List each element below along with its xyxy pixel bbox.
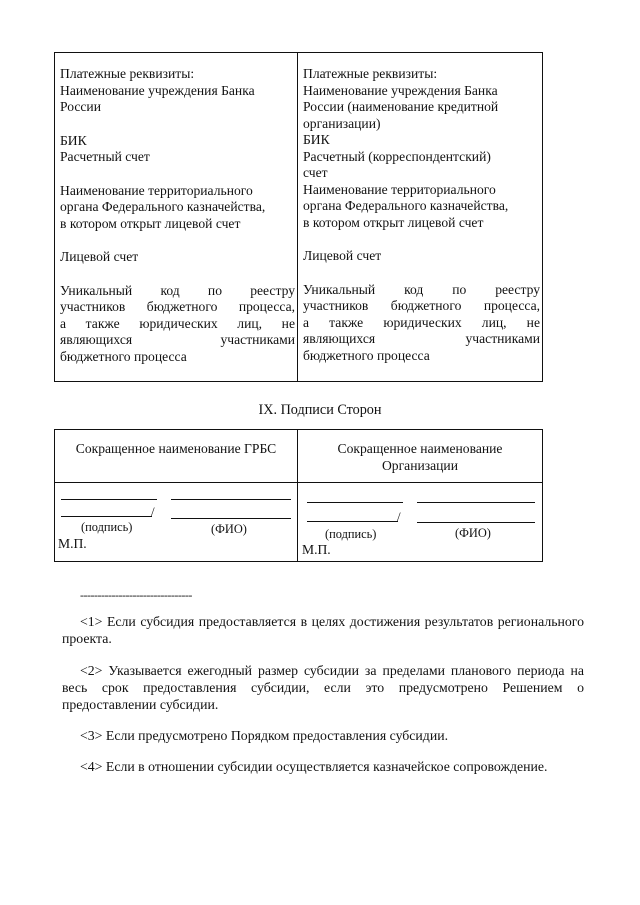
requisites-left-column	[60, 66, 295, 365]
slash-separator: /	[397, 509, 401, 524]
footnote-separator: --------------------------------	[80, 588, 192, 602]
unique-code-line: Уникальный код по реестру	[303, 281, 540, 297]
bik-label: БИК	[60, 132, 87, 148]
treasury-line: в котором открыт лицевой счет	[60, 215, 241, 231]
unique-code-line: Уникальный код по реестру	[60, 282, 295, 298]
seal-label: М.П.	[302, 542, 331, 557]
treasury-line: органа Федерального казначейства,	[60, 199, 266, 214]
fio-line	[171, 518, 291, 519]
unique-code-line: а также юридических лиц, не	[60, 315, 295, 331]
signature-label: (подпись)	[81, 520, 133, 534]
unique-code-line: участников бюджетного процесса,	[303, 298, 540, 313]
requisites-table	[54, 52, 543, 382]
account-label: Расчетный (корреспондентский)	[303, 148, 491, 164]
footnote-text: <2> Указывается ежегодный размер субсидии за пределами планового периода на весь срок предоставления субсидии, если это предусмотрено Решением о предоставлении субсидии.	[62, 663, 584, 712]
fio-line	[417, 522, 535, 523]
bank-name-line: России	[60, 99, 101, 114]
account-label: счет	[303, 165, 328, 180]
footnote-4	[62, 758, 584, 775]
signature-line	[307, 521, 398, 522]
treasury-line: в котором открыт лицевой счет	[303, 214, 484, 230]
personal-account-label: Лицевой счет	[60, 249, 139, 264]
signature-line	[61, 499, 157, 500]
section-title: IX. Подписи Сторон	[258, 402, 382, 418]
footnote-text: <3> Если предусмотрено Порядком предоставления субсидии.	[80, 728, 449, 743]
grbs-header: Сокращенное наименование ГРБС	[75, 441, 277, 456]
fio-label: (ФИО)	[211, 522, 247, 536]
fio-line	[417, 502, 535, 503]
signature-label: (подпись)	[325, 527, 377, 541]
bank-name-line: Наименование учреждения Банка	[303, 82, 498, 98]
account-label: Расчетный счет	[60, 149, 150, 164]
unique-code-line: являющихся участниками	[60, 332, 295, 347]
bank-name-line: организации)	[303, 115, 381, 131]
personal-account-label: Лицевой счет	[303, 248, 382, 263]
organization-header	[298, 440, 542, 474]
unique-code-line: бюджетного процесса	[60, 348, 187, 364]
fio-label: (ФИО)	[455, 526, 491, 540]
unique-code-line: участников бюджетного процесса,	[60, 299, 295, 314]
treasury-line: Наименование территориального	[60, 182, 253, 198]
unique-code-line: бюджетного процесса	[303, 347, 430, 363]
requisites-column-divider	[297, 53, 298, 381]
requisites-right-column	[303, 66, 540, 364]
footnote-text: <4> Если в отношении субсидии осуществляется казначейское сопровождение.	[80, 759, 548, 774]
unique-code-line: а также юридических лиц, не	[303, 314, 540, 330]
footnote-text: <1> Если субсидия предоставляется в целях достижения результатов регионального проекта.	[62, 614, 584, 646]
seal-label: М.П.	[58, 536, 87, 551]
signature-line	[61, 516, 152, 517]
payment-header: Платежные реквизиты:	[60, 66, 195, 81]
footnote-3	[62, 727, 584, 744]
treasury-line: органа Федерального казначейства,	[303, 198, 509, 213]
organization-header-line: Организации	[381, 458, 458, 473]
bik-label: БИК	[303, 132, 330, 147]
fio-line	[171, 499, 291, 500]
bank-name-line: Наименование учреждения Банка	[60, 82, 255, 98]
footnote-1	[62, 613, 584, 647]
footnote-2	[62, 662, 584, 713]
organization-header-line: Сокращенное наименование	[337, 441, 503, 456]
treasury-line: Наименование территориального	[303, 181, 496, 197]
slash-separator: /	[151, 504, 155, 519]
signature-line	[307, 502, 403, 503]
payment-header: Платежные реквизиты:	[303, 66, 438, 81]
signatures-row-divider	[55, 482, 542, 483]
bank-name-line: России (наименование кредитной	[303, 99, 499, 114]
signatures-table	[54, 429, 543, 562]
unique-code-line: являющихся участниками	[303, 331, 540, 346]
